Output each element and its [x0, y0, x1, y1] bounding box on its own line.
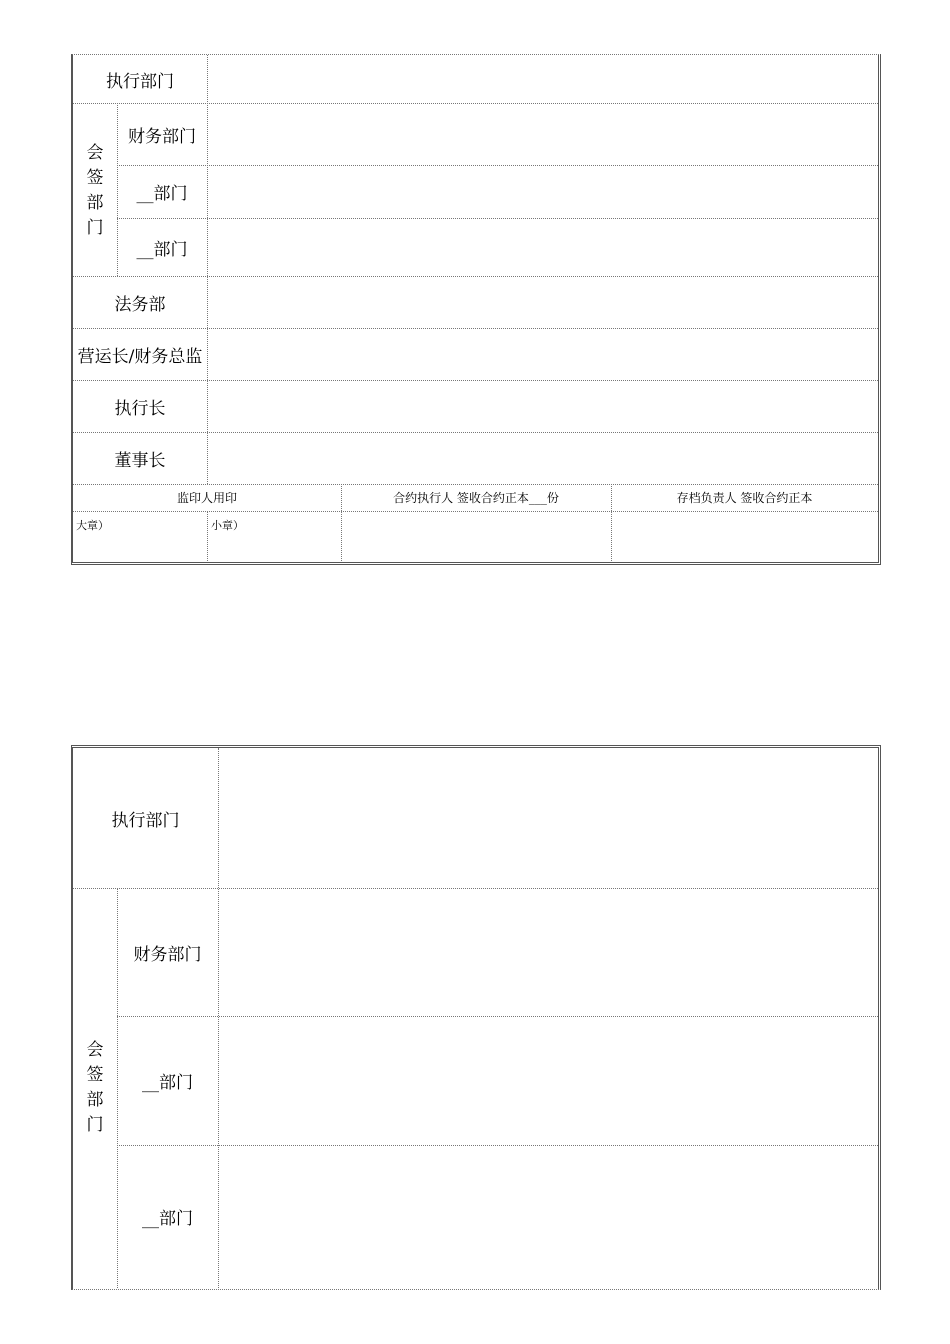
- exec-dept-field[interactable]: [208, 56, 878, 102]
- countersign-2-char-4: 门: [86, 1115, 104, 1135]
- archive-header-text: 存档负责人 签收合约正本: [676, 491, 813, 505]
- archive-header: [611, 484, 878, 511]
- exec-dept-text-2: 执行部门: [111, 810, 180, 831]
- legal-label: [73, 276, 207, 328]
- dept-blank-2-label-2: [117, 1145, 218, 1288]
- exec-dept-label: [73, 55, 207, 103]
- dept-blank-1-text: __部门: [136, 184, 188, 204]
- countersign-char-2: 签: [86, 168, 104, 188]
- finance-dept-field-2[interactable]: [219, 889, 878, 1015]
- countersign-char-4: 门: [86, 218, 104, 238]
- finance-dept-text: 财务部门: [128, 126, 196, 147]
- countersign-2-char-1: 会: [86, 1040, 104, 1060]
- small-seal-cell[interactable]: [207, 511, 341, 561]
- dept-blank-1-field[interactable]: [208, 166, 878, 217]
- chairman-text: 董事长: [114, 450, 166, 471]
- executor-header-text: 合约执行人 签收合约正本___份: [393, 491, 559, 505]
- dept-blank-2-text: __部门: [136, 239, 188, 260]
- exec-dept-text: 执行部门: [106, 71, 174, 92]
- approval-form-bottom: [71, 745, 881, 1290]
- exec-dept-label-2: [73, 748, 218, 888]
- ceo-field[interactable]: [208, 381, 878, 431]
- small-seal-text: 小章）: [211, 519, 244, 532]
- finance-dept-label-2: [117, 888, 218, 1016]
- dept-blank-1-label: [117, 165, 207, 218]
- legal-text: 法务部: [114, 294, 166, 315]
- seal-header: [73, 484, 341, 511]
- coo-cfo-field[interactable]: [208, 329, 878, 379]
- countersign-char-3: 部: [86, 193, 104, 213]
- dept-blank-2-label: [117, 218, 207, 276]
- dept-blank-2-field[interactable]: [208, 219, 878, 275]
- countersign-label-2: [73, 888, 117, 1288]
- dept-blank-1-text-2: __部门: [142, 1073, 193, 1093]
- ceo-label: [73, 380, 207, 432]
- dept-blank-1-field-2[interactable]: [219, 1017, 878, 1144]
- countersign-2-char-3: 部: [86, 1090, 104, 1110]
- chairman-field[interactable]: [208, 433, 878, 483]
- countersign-2-char-2: 签: [86, 1065, 104, 1085]
- finance-dept-field[interactable]: [208, 104, 878, 164]
- ceo-text: 执行长: [114, 398, 166, 419]
- legal-field[interactable]: [208, 277, 878, 327]
- dept-blank-2-field-2[interactable]: [219, 1146, 878, 1287]
- finance-dept-label: [117, 103, 207, 165]
- countersign-label: [73, 103, 117, 276]
- countersign-char-1: 会: [86, 143, 104, 163]
- big-seal-cell[interactable]: [73, 511, 207, 561]
- coo-cfo-text: 营运长/财务总监: [77, 346, 203, 367]
- big-seal-text: 大章）: [76, 519, 109, 532]
- dept-blank-2-text-2: __部门: [142, 1209, 193, 1229]
- seal-header-text: 监印人用印: [176, 491, 237, 505]
- executor-sign-cell[interactable]: [342, 512, 610, 561]
- exec-dept-field-2[interactable]: [219, 749, 878, 887]
- finance-dept-text-2: 财务部门: [133, 944, 202, 965]
- dept-blank-1-label-2: [117, 1016, 218, 1145]
- chairman-label: [73, 432, 207, 484]
- archive-sign-cell[interactable]: [612, 512, 878, 561]
- executor-header: [341, 484, 611, 511]
- approval-form-top: [71, 54, 881, 565]
- coo-cfo-label: [73, 328, 207, 380]
